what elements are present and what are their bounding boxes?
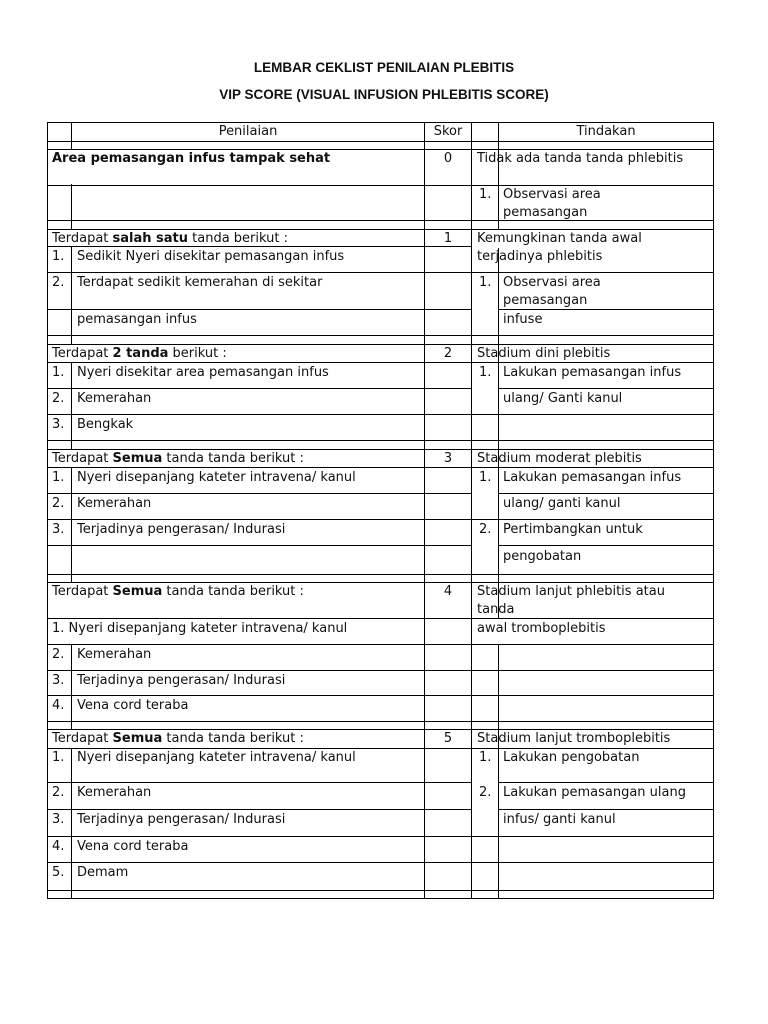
row3-action-cont: ulang/ ganti kanul — [503, 496, 621, 511]
list-item-number: 5. — [52, 865, 65, 880]
list-item-number: 2. — [52, 785, 65, 800]
header-tindakan: Tindakan — [576, 124, 636, 139]
row3-num: 2. — [479, 522, 492, 537]
grid-line — [47, 141, 714, 142]
row5-action-cont: infus/ ganti kanul — [503, 812, 616, 827]
list-item: Kemerahan — [77, 496, 152, 511]
grid-line — [47, 890, 714, 891]
grid-line — [47, 440, 714, 441]
grid-line — [47, 644, 714, 645]
grid-line — [47, 836, 714, 837]
row2-action: Lakukan pemasangan infus — [503, 365, 682, 380]
list-item-number: 2. — [52, 496, 65, 511]
list-item-number: 3. — [52, 673, 65, 688]
document-title: LEMBAR CEKLIST PENILAIAN PLEBITIS — [253, 60, 515, 75]
grid-line — [47, 670, 714, 671]
list-item: Terjadinya pengerasan/ Indurasi — [77, 522, 286, 537]
row0-skor: 0 — [443, 151, 453, 166]
row4-tindakan: Stadium lanjut phlebitis atau tanda — [477, 584, 665, 617]
row1-skor: 1 — [443, 231, 453, 246]
row1-heading: Terdapat salah satu tanda berikut : — [52, 231, 288, 246]
row3-action: Pertimbangkan untuk — [503, 522, 643, 537]
row4-skor: 4 — [443, 584, 453, 599]
row5-tindakan: Stadium lanjut tromboplebitis — [477, 731, 671, 746]
list-item: Vena cord teraba — [77, 839, 189, 854]
list-item-number: 3. — [52, 812, 65, 827]
row2-tindakan: Stadium dini plebitis — [477, 346, 611, 361]
list-item: Bengkak — [77, 417, 134, 432]
row4-heading: Terdapat Semua tanda tanda berikut : — [52, 584, 304, 599]
grid-line — [47, 782, 714, 783]
row1-tindakan: Kemungkinan tanda awal — [477, 231, 642, 246]
row1-action-cont: infuse — [503, 312, 543, 327]
list-item-cont: pemasangan infus — [77, 312, 197, 327]
row0-action: Observasi area pemasangan — [503, 187, 601, 220]
row1-action: Observasi area pemasangan — [503, 275, 601, 308]
list-item-number: 1. — [52, 365, 65, 380]
row3-action-cont: pengobatan — [503, 549, 582, 564]
list-item-number: 3. — [52, 417, 65, 432]
row3-heading: Terdapat Semua tanda tanda berikut : — [52, 451, 304, 466]
row2-heading: Terdapat 2 tanda berikut : — [52, 346, 227, 361]
list-item: Nyeri disepanjang kateter intravena/ kanul — [77, 470, 356, 485]
list-item: Demam — [77, 865, 129, 880]
row1-tindakan-cont: terjadinya phlebitis — [477, 249, 603, 264]
row3-action: Lakukan pemasangan infus — [503, 470, 682, 485]
list-item: Vena cord teraba — [77, 698, 189, 713]
list-item: Kemerahan — [77, 785, 152, 800]
grid-line — [47, 862, 714, 863]
list-item: Sedikit Nyeri disekitar pemasangan infus — [77, 249, 345, 264]
grid-line — [47, 388, 714, 389]
row3-skor: 3 — [443, 451, 453, 466]
row4-tindakan-cont: awal tromboplebitis — [477, 621, 606, 636]
grid-line — [47, 414, 714, 415]
grid-line — [47, 519, 714, 520]
row5-heading: Terdapat Semua tanda tanda berikut : — [52, 731, 304, 746]
list-item-number: 3. — [52, 522, 65, 537]
list-item: Terjadinya pengerasan/ Indurasi — [77, 673, 286, 688]
list-item: 1. Nyeri disepanjang kateter intravena/ kanul — [52, 621, 348, 636]
list-item-number: 2. — [52, 275, 65, 290]
grid-line — [47, 898, 714, 899]
grid-line — [47, 493, 714, 494]
row0-tindakan: Tidak ada tanda tanda phlebitis — [477, 151, 684, 166]
list-item-number: 1. — [52, 470, 65, 485]
row5-num: 1. — [479, 750, 492, 765]
row5-skor: 5 — [443, 731, 453, 746]
grid-line — [47, 335, 714, 336]
grid-line — [47, 272, 714, 273]
list-item: Nyeri disekitar area pemasangan infus — [77, 365, 329, 380]
row2-action-cont: ulang/ Ganti kanul — [503, 391, 623, 406]
row2-skor: 2 — [443, 346, 453, 361]
row3-tindakan: Stadium moderat plebitis — [477, 451, 642, 466]
row0-num: 1. — [479, 187, 492, 202]
grid-line — [47, 545, 714, 546]
row5-num: 2. — [479, 785, 492, 800]
grid-line — [47, 721, 714, 722]
row0-area: Area pemasangan infus tampak sehat — [52, 151, 331, 166]
list-item-number: 1. — [52, 249, 65, 264]
row5-action: Lakukan pemasangan ulang — [503, 785, 686, 800]
list-item-number: 2. — [52, 391, 65, 406]
grid-line — [47, 809, 714, 810]
list-item: Nyeri disepanjang kateter intravena/ kanul — [77, 750, 356, 765]
grid-line — [47, 309, 714, 310]
grid-line — [47, 695, 714, 696]
header-skor: Skor — [433, 124, 463, 139]
document-subtitle: VIP SCORE (VISUAL INFUSION PHLEBITIS SCORE) — [219, 87, 549, 102]
list-item-number: 2. — [52, 647, 65, 662]
list-item: Terjadinya pengerasan/ Indurasi — [77, 812, 286, 827]
row1-num: 1. — [479, 275, 492, 290]
grid-line — [47, 574, 714, 575]
list-item-number: 1. — [52, 750, 65, 765]
header-penilaian: Penilaian — [218, 124, 278, 139]
list-item-number: 4. — [52, 839, 65, 854]
row2-num: 1. — [479, 365, 492, 380]
row5-action: Lakukan pengobatan — [503, 750, 640, 765]
vip-score-table — [47, 122, 714, 899]
list-item: Kemerahan — [77, 647, 152, 662]
list-item-number: 4. — [52, 698, 65, 713]
list-item: Kemerahan — [77, 391, 152, 406]
row3-num: 1. — [479, 470, 492, 485]
list-item: Terdapat sedikit kemerahan di sekitar — [77, 275, 323, 290]
